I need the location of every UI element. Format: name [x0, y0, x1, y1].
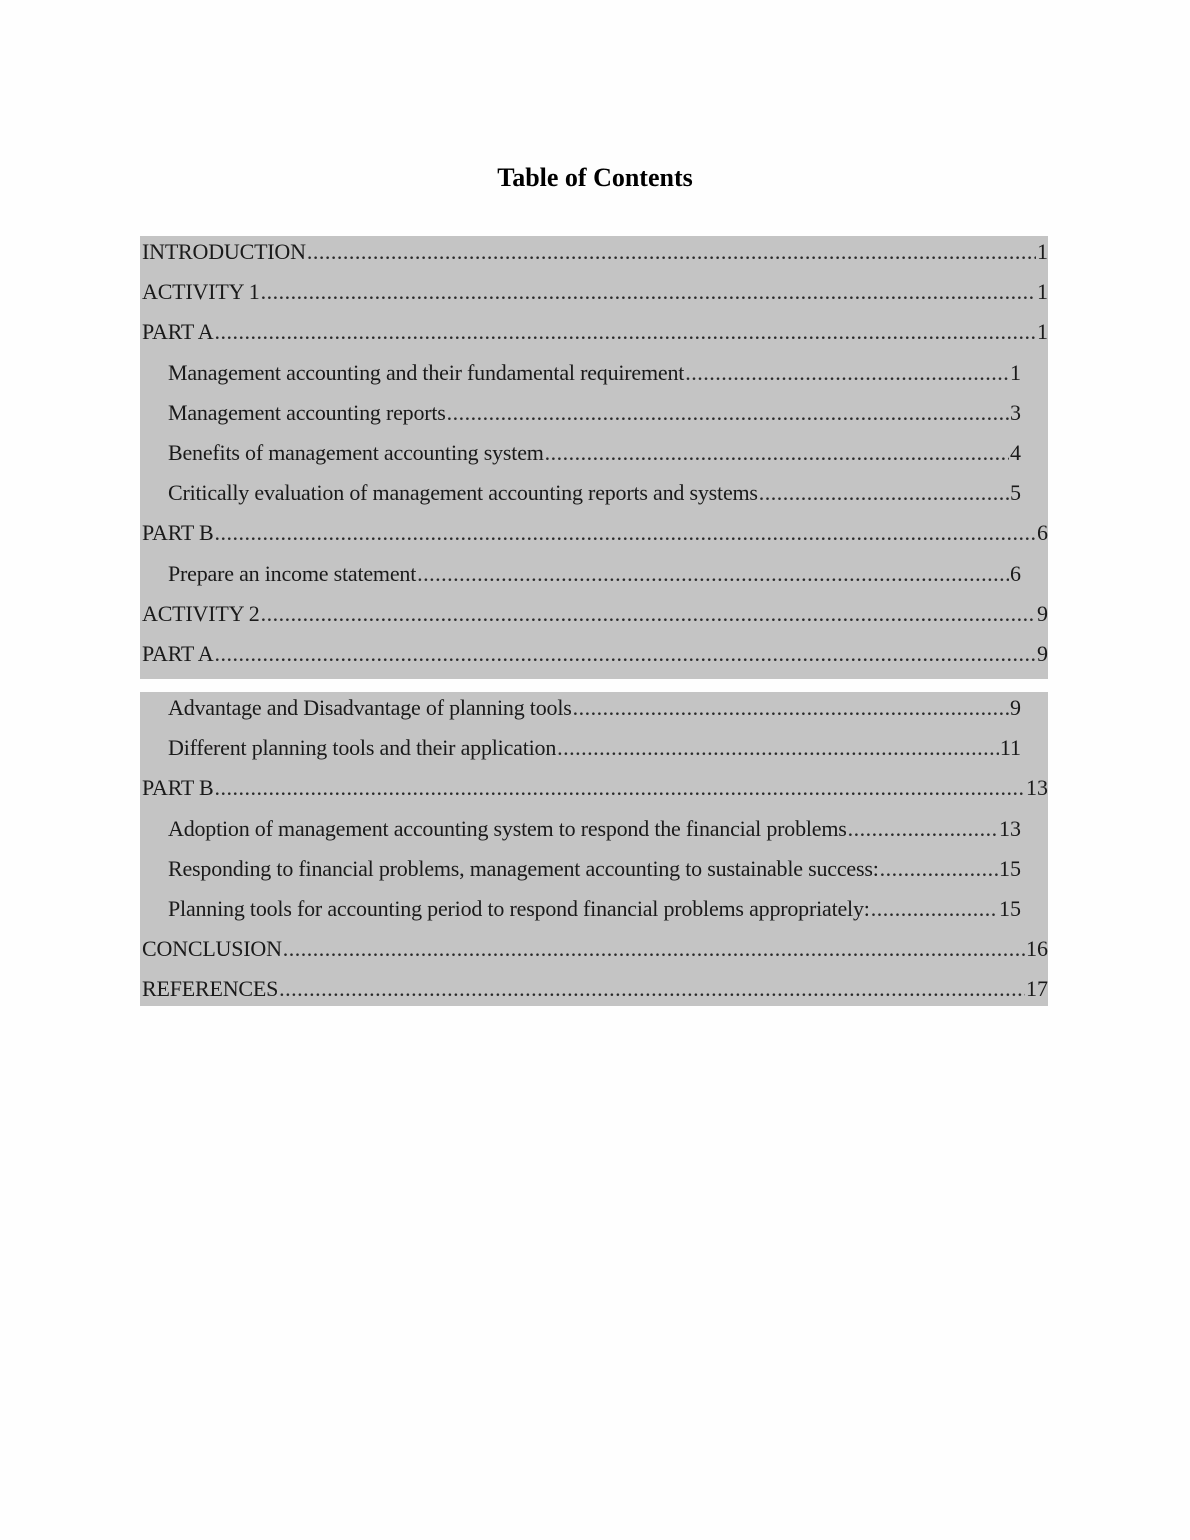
toc-leader-dots [880, 855, 998, 883]
toc-entry-label: ACTIVITY 2 [142, 600, 260, 626]
toc-page-number: 9 [1037, 640, 1048, 666]
toc-entry-label: Responding to financial problems, management accounting to sustainable success: [168, 855, 879, 881]
toc-page-number: 13 [1026, 775, 1048, 801]
toc-entry-label: PART A [142, 640, 214, 666]
toc-leader-dots [307, 238, 1036, 266]
toc-entry[interactable] [140, 692, 1048, 732]
toc-page-number: 13 [999, 815, 1021, 841]
toc-entry[interactable] [140, 638, 1048, 678]
toc-entry[interactable] [140, 316, 1048, 356]
toc-page-number: 9 [1010, 695, 1021, 720]
toc-leader-dots [447, 399, 1009, 427]
toc-page-number: 1 [1037, 239, 1048, 264]
toc-entry[interactable] [140, 517, 1048, 557]
toc-page-number: 11 [999, 735, 1021, 761]
toc-entry-label: Management accounting reports [168, 399, 446, 425]
toc-entry[interactable] [140, 893, 1048, 933]
toc-entry-label: Adoption of management accounting system to respond the financial problems [168, 815, 847, 841]
page-title: Table of Contents [497, 163, 693, 192]
toc-entry[interactable] [140, 558, 1048, 598]
toc-page-number: 1 [1010, 359, 1021, 385]
toc-entry[interactable] [140, 276, 1048, 316]
toc-list [140, 692, 1048, 1006]
toc-page-number: 1 [1037, 319, 1048, 345]
toc-page-number: 6 [1037, 520, 1048, 546]
toc-list [140, 236, 1048, 679]
toc-leader-dots [848, 815, 998, 843]
toc-leader-dots [759, 479, 1009, 507]
toc-page-number: 5 [1010, 480, 1021, 506]
toc-entry[interactable] [140, 397, 1048, 437]
toc-leader-dots [214, 519, 1036, 547]
toc-entry[interactable] [140, 853, 1048, 893]
toc-page-number: 15 [999, 855, 1021, 881]
toc-entry-label: Advantage and Disadvantage of planning tools [168, 695, 572, 720]
toc-entry-label: Benefits of management accounting system [168, 439, 544, 465]
toc-page-number: 16 [1026, 936, 1048, 962]
toc-entry-label: CONCLUSION [142, 936, 282, 962]
toc-leader-dots [214, 318, 1036, 346]
toc-leader-dots [214, 774, 1025, 802]
toc-page-number: 3 [1010, 399, 1021, 425]
toc-leader-dots [417, 560, 1009, 588]
toc-page-number: 6 [1010, 560, 1021, 586]
toc-entry[interactable] [140, 477, 1048, 517]
toc-entry-label: PART B [142, 775, 214, 801]
toc-entry[interactable] [140, 813, 1048, 853]
toc-entry-label: Prepare an income statement [168, 560, 417, 586]
toc-entry[interactable] [140, 357, 1048, 397]
toc-entry[interactable] [140, 973, 1048, 1013]
toc-entry-label: INTRODUCTION [142, 239, 306, 264]
toc-entry-label: Different planning tools and their application [168, 735, 557, 761]
toc-leader-dots [557, 734, 999, 762]
toc-entry-label: REFERENCES [142, 976, 279, 1002]
toc-leader-dots [871, 895, 998, 923]
toc-leader-dots [279, 975, 1025, 1003]
toc-leader-dots [261, 600, 1036, 628]
toc-leader-dots [214, 640, 1036, 668]
toc-page-number: 15 [999, 895, 1021, 921]
toc-leader-dots [573, 694, 1009, 722]
toc-leader-dots [261, 278, 1036, 306]
toc-entry[interactable] [140, 732, 1048, 772]
toc-leader-dots [283, 935, 1025, 963]
toc-entry-label: PART B [142, 520, 214, 546]
toc-entry[interactable] [140, 437, 1048, 477]
toc-entry[interactable] [140, 598, 1048, 638]
toc-page-number: 17 [1026, 976, 1048, 1002]
toc-entry-label: Planning tools for accounting period to respond financial problems appropriately: [168, 895, 870, 921]
toc-leader-dots [685, 359, 1009, 387]
toc-page-number: 9 [1037, 600, 1048, 626]
toc-entry-label: ACTIVITY 1 [142, 279, 260, 305]
toc-leader-dots [545, 439, 1009, 467]
toc-entry-label: Critically evaluation of management accounting reports and systems [168, 480, 758, 506]
toc-entry[interactable] [140, 933, 1048, 973]
toc-entry[interactable] [140, 236, 1048, 276]
toc-page-number: 1 [1037, 279, 1048, 305]
toc-entry-label: PART A [142, 319, 214, 345]
toc-page-number: 4 [1010, 439, 1021, 465]
toc-entry-label: Management accounting and their fundamental requirement [168, 359, 685, 385]
toc-entry[interactable] [140, 772, 1048, 812]
